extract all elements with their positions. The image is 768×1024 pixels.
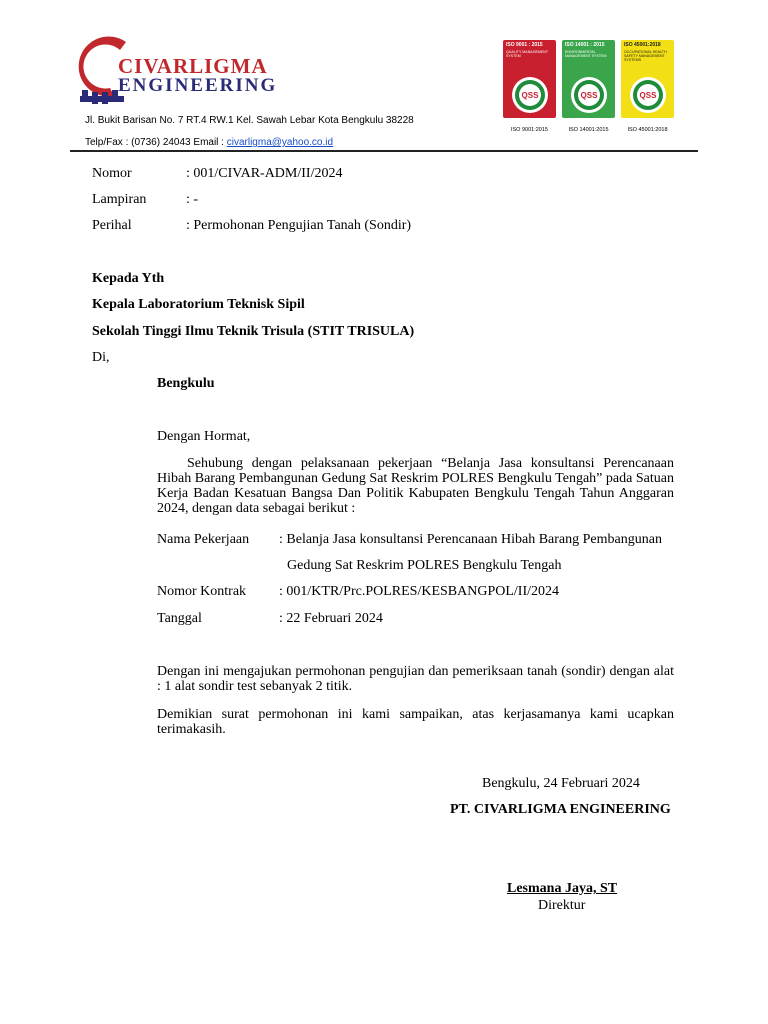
- company-name: [118, 56, 277, 96]
- detail-label-contract: Nomor Kontrak: [157, 584, 247, 599]
- recipient-city: Bengkulu: [157, 376, 215, 391]
- closing-paragraph: Demikian surat permohonan ini kami sampaikan, atas kerjasamanya kami ucapkan terimakasih.: [157, 707, 674, 737]
- meta-value-perihal: : Permohonan Pengujian Tanah (Sondir): [186, 218, 412, 233]
- badge-system: ENVIRONMENTAL MANAGEMENT SYSTEM: [565, 50, 607, 58]
- badge-system: OCCUPATIONAL HEALTH SAFETY MANAGEMENT SYSTEMS: [624, 50, 667, 62]
- recipient-salutation: Kepada Yth: [92, 271, 165, 286]
- contact-phone: Telp/Fax : (0736) 24043 Email :: [85, 137, 227, 148]
- meta-label-lampiran: Lampiran: [92, 192, 147, 207]
- place-date: Bengkulu, 24 Februari 2024: [482, 776, 640, 791]
- sender-company: PT. CIVARLIGMA ENGINEERING: [450, 802, 671, 817]
- iso-45001-badge: [621, 40, 674, 118]
- iso-9001-badge: [503, 40, 556, 118]
- recipient-di: Di,: [92, 350, 110, 365]
- badge-standard: ISO 14001 : 2015: [565, 42, 605, 48]
- detail-label-job: Nama Pekerjaan: [157, 532, 250, 547]
- company-name-line2: ENGINEERING: [118, 75, 278, 96]
- request-paragraph: Dengan ini mengajukan permohonan pengujian dan pemeriksaan tanah (sondir) dengan alat : 1 alat sondir test sebanyak 2 titik.: [157, 664, 674, 694]
- badge-caption: ISO 14001:2015: [568, 127, 609, 133]
- meta-label-perihal: Perihal: [92, 218, 132, 233]
- detail-value-contract: : 001/KTR/Prc.POLRES/KESBANGPOL/II/2024: [279, 584, 560, 599]
- seal-text: QSS: [639, 91, 657, 100]
- qss-seal-icon: [570, 76, 608, 114]
- detail-value-job: : Belanja Jasa konsultansi Perencanaan Hibah Barang Pembangunan: [279, 532, 662, 547]
- meta-value-nomor: : 001/CIVAR-ADM/II/2024: [186, 166, 343, 181]
- seal-text: QSS: [580, 91, 598, 100]
- header-divider: [70, 150, 698, 152]
- qss-seal-icon: [629, 76, 667, 114]
- qss-seal-icon: [511, 76, 549, 114]
- signatory-name: Lesmana Jaya, ST: [507, 881, 618, 896]
- intro-paragraph: Sehubung dengan pelaksanaan pekerjaan “Belanja Jasa konsultansi Perencanaan Hibah Barang Pembangunan Gedung Sat Reskrim POLRES Bengkulu Tengah” pada Satuan Kerja Badan Kesatuan Bangsa Dan Politik Kabupaten Bengkulu Tengah Tahun Anggaran 2024, dengan data sebagai berikut :: [157, 456, 674, 516]
- detail-label-date: Tanggal: [157, 611, 202, 626]
- recipient-title: Kepala Laboratorium Teknisk Sipil: [92, 297, 305, 312]
- company-address: Jl. Bukit Barisan No. 7 RT.4 RW.1 Kel. Sawah Lebar Kota Bengkulu 38228: [85, 115, 414, 126]
- badge-system: QUALITY MANAGEMENT SYSTEM: [506, 50, 549, 58]
- badge-standard: ISO 9001 : 2015: [506, 42, 543, 48]
- recipient-institution: Sekolah Tinggi Ilmu Teknik Trisula (STIT TRISULA): [92, 324, 415, 339]
- signatory-title: Direktur: [538, 898, 586, 913]
- iso-14001-badge: [562, 40, 615, 118]
- company-contact: [85, 137, 333, 148]
- detail-value-date: : 22 Februari 2024: [279, 611, 383, 626]
- greeting: Dengan Hormat,: [157, 429, 251, 444]
- contact-email-link[interactable]: civarligma@yahoo.co.id: [226, 137, 334, 148]
- company-name-line1: CIVARLIGMA: [118, 54, 268, 78]
- badge-caption: ISO 45001:2018: [627, 127, 668, 133]
- meta-label-nomor: Nomor: [92, 166, 132, 181]
- badge-caption: ISO 9001:2015: [510, 127, 548, 133]
- badge-standard: ISO 45001:2018: [624, 42, 661, 48]
- detail-value-job-cont: Gedung Sat Reskrim POLRES Bengkulu Tengah: [287, 558, 562, 573]
- seal-text: QSS: [521, 91, 539, 100]
- meta-value-lampiran: : -: [186, 192, 199, 207]
